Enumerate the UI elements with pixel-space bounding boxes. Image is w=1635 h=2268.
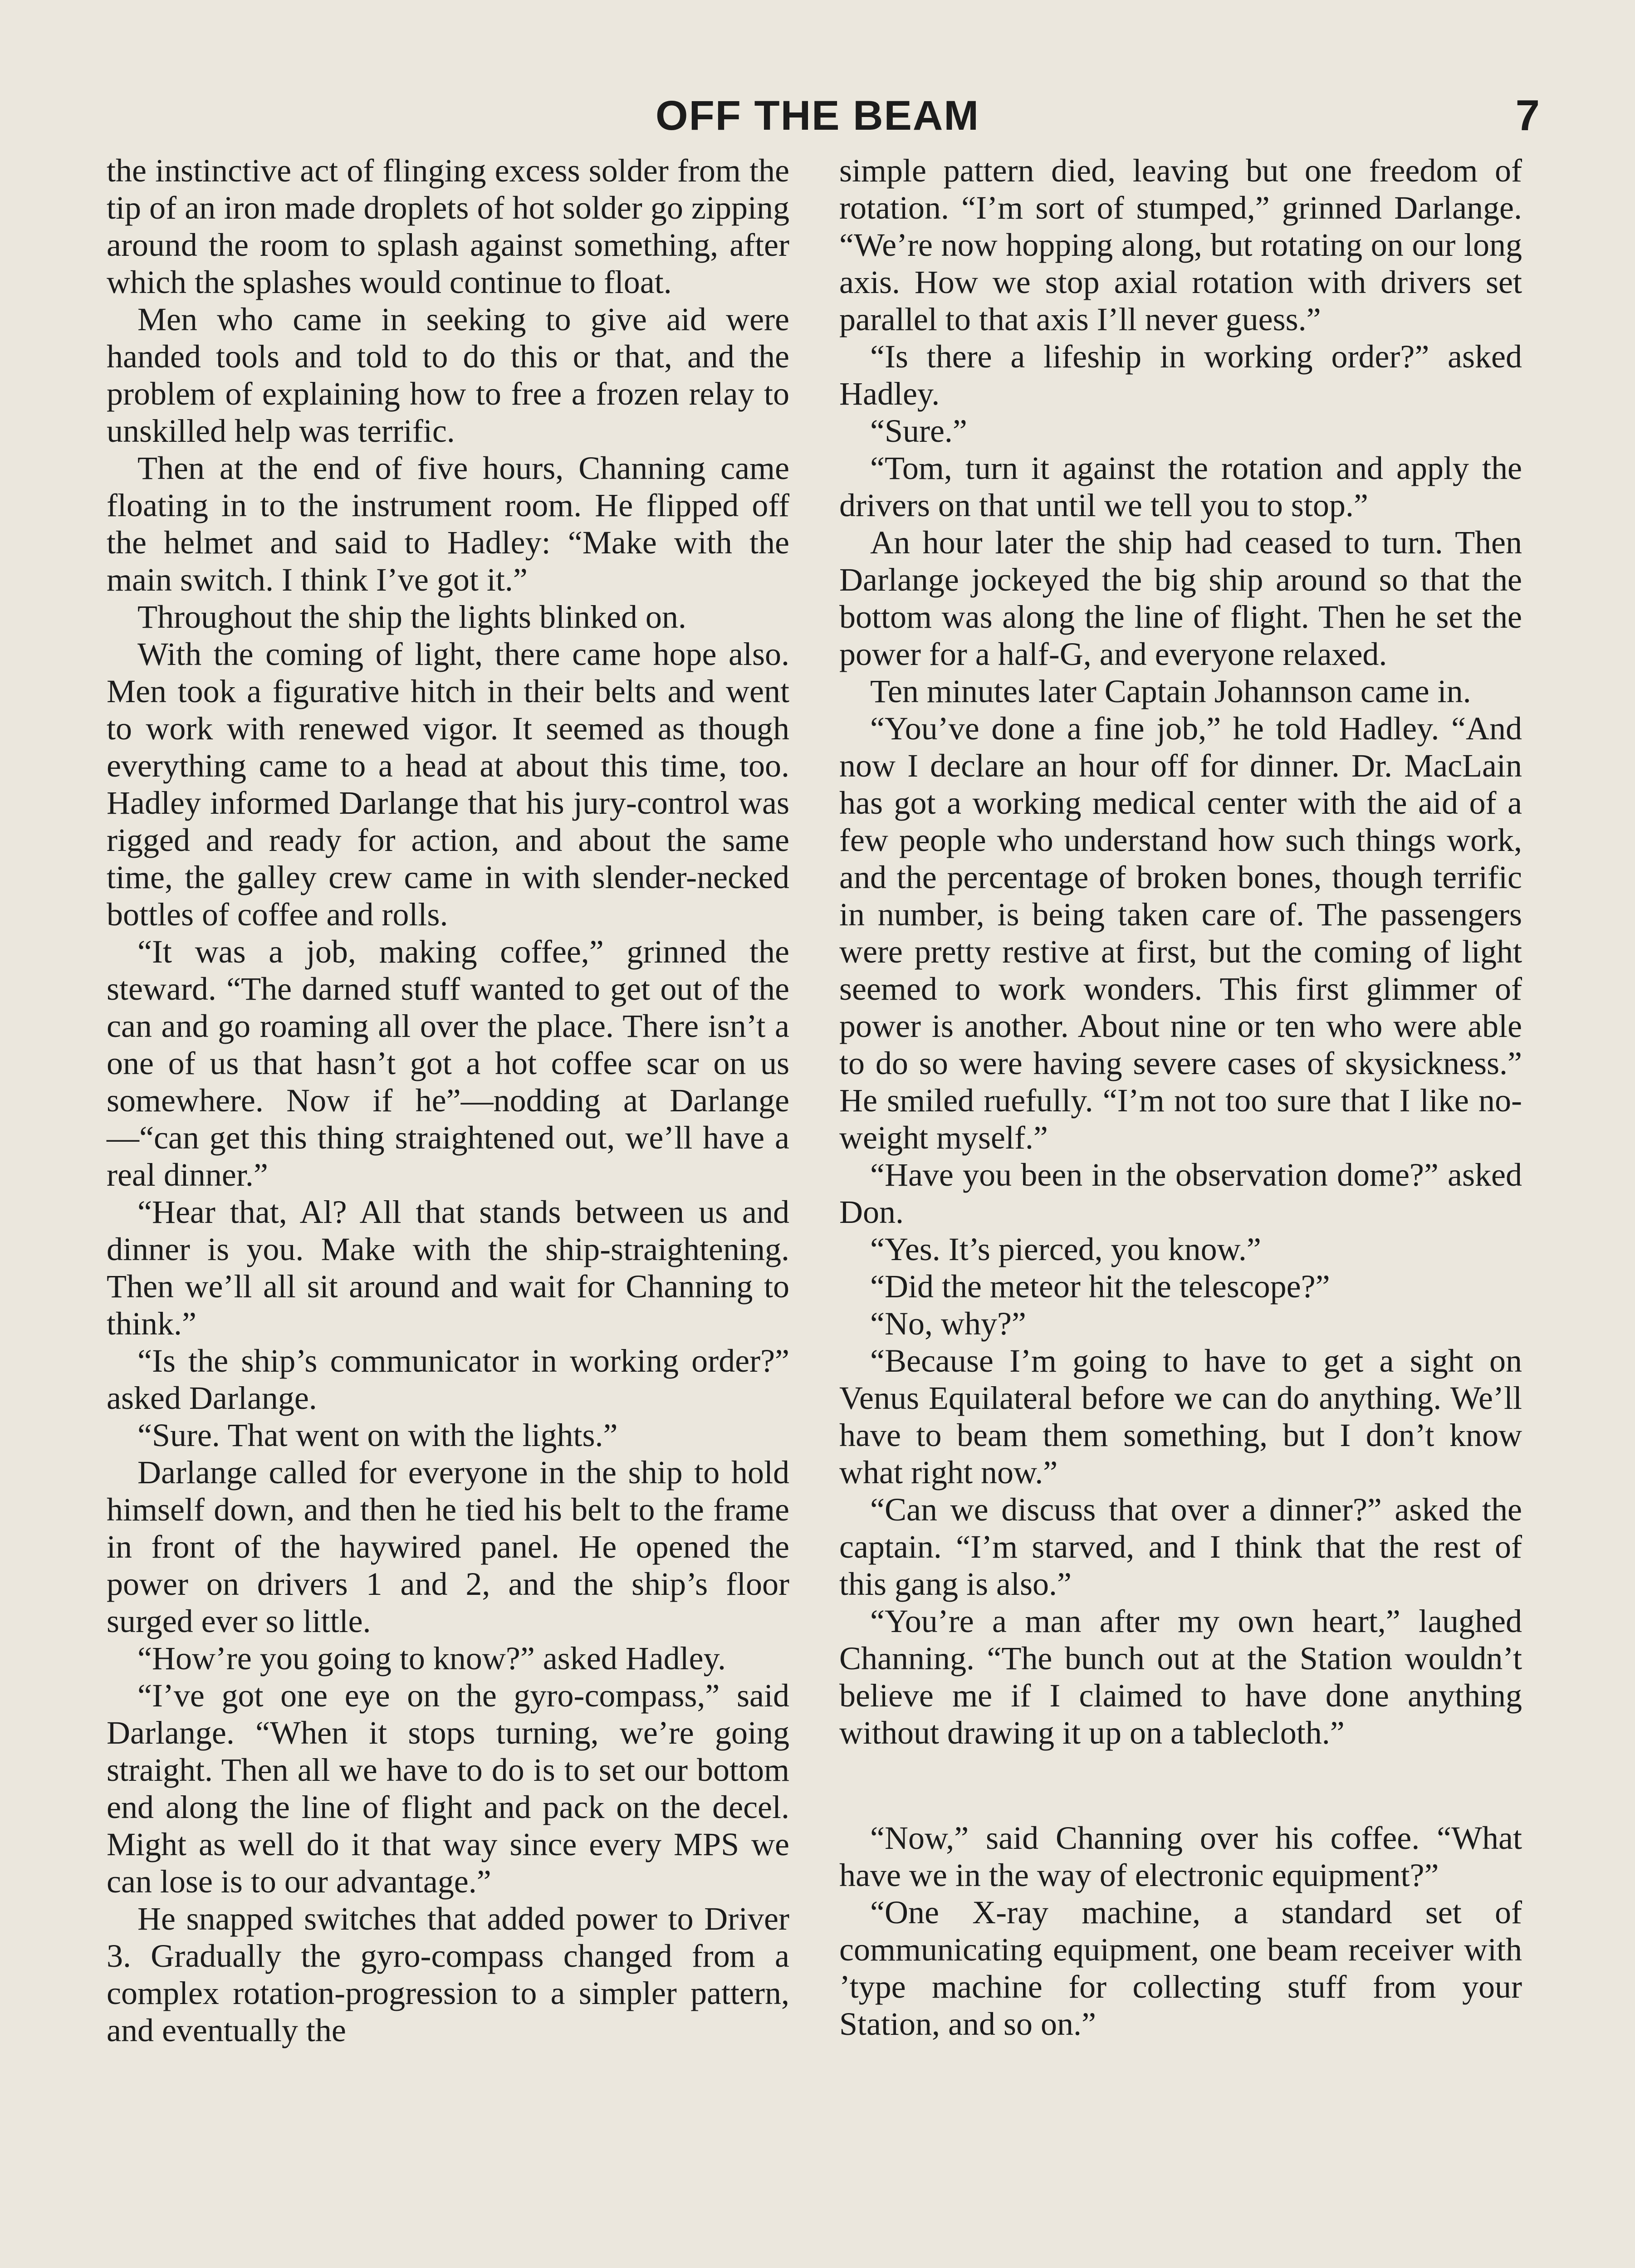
paragraph: An hour later the ship had ceased to turn. Then Darlange jockeyed the big ship around so that the bottom was along the line of flight. Then he set the power for a half-G, and everyone relaxed. [839, 524, 1522, 672]
paragraph: Throughout the ship the lights blinked on. [137, 599, 686, 635]
paragraph: “You’re a man after my own heart,” laughed Channing. “The bunch out at the Station wouldn’t believe me if I claimed to have done anything without drawing it up on a tablecloth.” [839, 1603, 1522, 1751]
paragraph: “How’re you going to know?” asked Hadley. [137, 1640, 726, 1677]
paragraph: “Is there a lifeship in working order?” asked Hadley. [839, 338, 1522, 412]
paragraph: He snapped switches that added power to Driver 3. Gradually the gyro-compass changed from a complex rotation-progression to a simpler pattern, and eventually the [107, 1901, 789, 2048]
paragraph: “I’ve got one eye on the gyro-compass,” said Darlange. “When it stops turning, we’re going straight. Then all we have to do is to set our bottom end along the line of flight and pack on the decel. Might as well do it that way since every MPS we can lose is to our advantage.” [107, 1677, 789, 1900]
section-break [839, 1751, 1522, 1819]
running-title: OFF THE BEAM [656, 93, 979, 139]
page-header [0, 84, 1635, 147]
paragraph: the instinctive act of flinging excess solder from the tip of an iron made droplets of hot solder go zipping around the room to splash against something, after which the splashes would continue to float. [107, 152, 789, 300]
paragraph: “Sure. That went on with the lights.” [137, 1417, 618, 1453]
paragraph: Men who came in seeking to give aid were handed tools and told to do this or that, and the problem of explaining how to free a frozen relay to unskilled help was terrific. [107, 301, 789, 449]
paragraph: “Now,” said Channing over his coffee. “What have we in the way of electronic equipment?” [839, 1820, 1522, 1893]
paragraph: simple pattern died, leaving but one freedom of rotation. “I’m sort of stumped,” grinned Darlange. “We’re now hopping along, but rotating on our long axis. How we stop axial rotation with drivers set parallel to that axis I’ll never guess.” [839, 152, 1522, 337]
paragraph: “Hear that, Al? All that stands between us and dinner is you. Make with the ship-straightening. Then we’ll all sit around and wait for Channing to think.” [107, 1194, 789, 1342]
paragraph: “You’ve done a fine job,” he told Hadley. “And now I declare an hour off for dinner. Dr. MacLain has got a working medical center with the aid of a few people who understand how such things work, and the percentage of broken bones, though terrific in number, is being taken care of. The passengers were pretty restive at first, but the coming of light seemed to work wonders. This first glimmer of power is another. About nine or ten who were able to do so were having severe cases of skysickness.” He smiled ruefully. “I’m not too sure that I like no-weight myself.” [839, 710, 1522, 1156]
paragraph: “No, why?” [870, 1305, 1026, 1342]
paragraph: Darlange called for everyone in the ship to hold himself down, and then he tied his belt to the frame in front of the haywired panel. He opened the power on drivers 1 and 2, and the ship’s floor surged ever so little. [107, 1454, 789, 1639]
paragraph: “Sure.” [870, 413, 967, 449]
paragraph: “Because I’m going to have to get a sight on Venus Equilateral before we can do anything. We’ll have to beam them something, but I don’t know what right now.” [839, 1343, 1522, 1491]
paragraph: Ten minutes later Captain Johannson came in. [870, 673, 1471, 709]
paragraph: “Did the meteor hit the telescope?” [870, 1268, 1330, 1305]
paragraph: “Have you been in the observation dome?” asked Don. [839, 1157, 1522, 1230]
paragraph: “Can we discuss that over a dinner?” asked the captain. “I’m starved, and I think that the rest of this gang is also.” [839, 1491, 1522, 1602]
paragraph: “Is the ship’s communicator in working order?” asked Darlange. [107, 1343, 789, 1416]
page-number: 7 [1515, 91, 1540, 140]
paragraph: With the coming of light, there came hope also. Men took a figurative hitch in their belts and went to work with renewed vigor. It seemed as though everything came to a head at about this time, too. Hadley informed Darlange that his jury-control was rigged and ready for action, and about the same time, the galley crew came in with slender-necked bottles of coffee and rolls. [107, 636, 789, 933]
left-column [107, 152, 789, 2049]
paragraph: “One X-ray machine, a standard set of communicating equipment, one beam receiver with ’type machine for collecting stuff from your Station, and so on.” [839, 1894, 1522, 2042]
right-column [839, 152, 1522, 2043]
paragraph: “Tom, turn it against the rotation and apply the drivers on that until we tell you to stop.” [839, 450, 1522, 523]
paragraph: “Yes. It’s pierced, you know.” [870, 1231, 1261, 1267]
paragraph: Then at the end of five hours, Channing came floating in to the instrument room. He flipped off the helmet and said to Hadley: “Make with the main switch. I think I’ve got it.” [107, 450, 789, 598]
paragraph: “It was a job, making coffee,” grinned the steward. “The darned stuff wanted to get out of the can and go roaming all over the place. There isn’t a one of us that hasn’t got a hot coffee scar on us somewhere. Now if he”—nodding at Darlange—“can get this thing straightened out, we’ll have a real dinner.” [107, 934, 789, 1193]
